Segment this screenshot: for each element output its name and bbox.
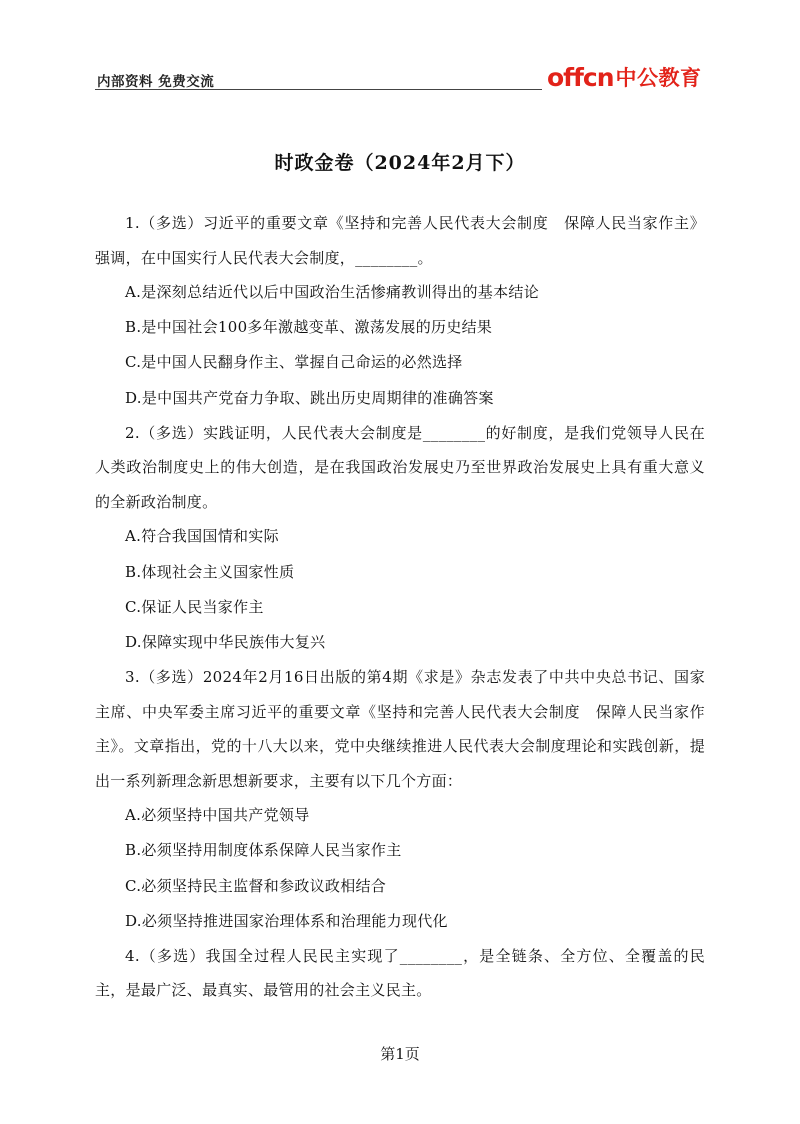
page-number: 第1页 (380, 1045, 420, 1063)
logo-latin-text: offcn (547, 63, 614, 92)
question-2-option-a: A.符合我国国情和实际 (125, 527, 279, 546)
question-3-option-c: C.必须坚持民主监督和参政议政相结合 (125, 876, 387, 895)
question-2-option-c: C.保证人民当家作主 (125, 597, 264, 616)
question-1-option-b: B.是中国社会100多年激越变革、激荡发展的历史结果 (125, 318, 493, 337)
header-tag: 内部资料 免费交流 (97, 74, 215, 90)
question-1-stem: 1.（多选）习近平的重要文章《坚持和完善人民代表大会制度 保障人民当家作主》强调，在中国实行人民代表大会制度，________。 (95, 214, 705, 267)
question-4-stem: 4.（多选）我国全过程人民民主实现了________，是全链条、全方位、全覆盖的民主，是最广泛、最真实、最管用的社会主义民主。 (95, 946, 705, 1000)
question-2-stem: 2.（多选）实践证明，人民代表大会制度是________的好制度，是我们党领导人民在人类政治制度史上的伟大创造，是在我国政治发展史乃至世界政治发展史上具有重大意义的全新政治制度。 (95, 423, 705, 511)
question-1-option-c: C.是中国人民翻身作主、掌握自己命运的必然选择 (125, 353, 463, 372)
question-3-option-d: D.必须坚持推进国家治理体系和治理能力现代化 (125, 911, 448, 930)
question-2-option-b: B.体现社会主义国家性质 (125, 562, 295, 581)
page-title: 时政金卷（2024年2月下） (274, 152, 526, 174)
header-rule (95, 89, 542, 90)
question-1-option-d: D.是中国共产党奋力争取、跳出历史周期律的准确答案 (125, 388, 494, 407)
question-list (95, 206, 705, 1008)
question-3-option-b: B.必须坚持用制度体系保障人民当家作主 (125, 841, 402, 860)
question-3-option-a: A.必须坚持中国共产党领导 (125, 806, 310, 825)
question-3-stem: 3.（多选）2024年2月16日出版的第4期《求是》杂志发表了中共中央总书记、国家主席、中央军委主席习近平的重要文章《坚持和完善人民代表大会制度 保障人民当家作主》。文章指出，党的十八大以来，党中央继续推进人民代表大会制度理论和实践创新，提出一系列新理念新思想新要求，主要有以下几个方面： (95, 668, 705, 790)
offcn-logo (547, 62, 702, 92)
question-2-option-d: D.保障实现中华民族伟大复兴 (125, 632, 326, 651)
logo-cjk-text: 中公教育 (615, 66, 702, 90)
question-1-option-a: A.是深刻总结近代以后中国政治生活惨痛教训得出的基本结论 (125, 283, 540, 301)
page-header (95, 62, 705, 92)
